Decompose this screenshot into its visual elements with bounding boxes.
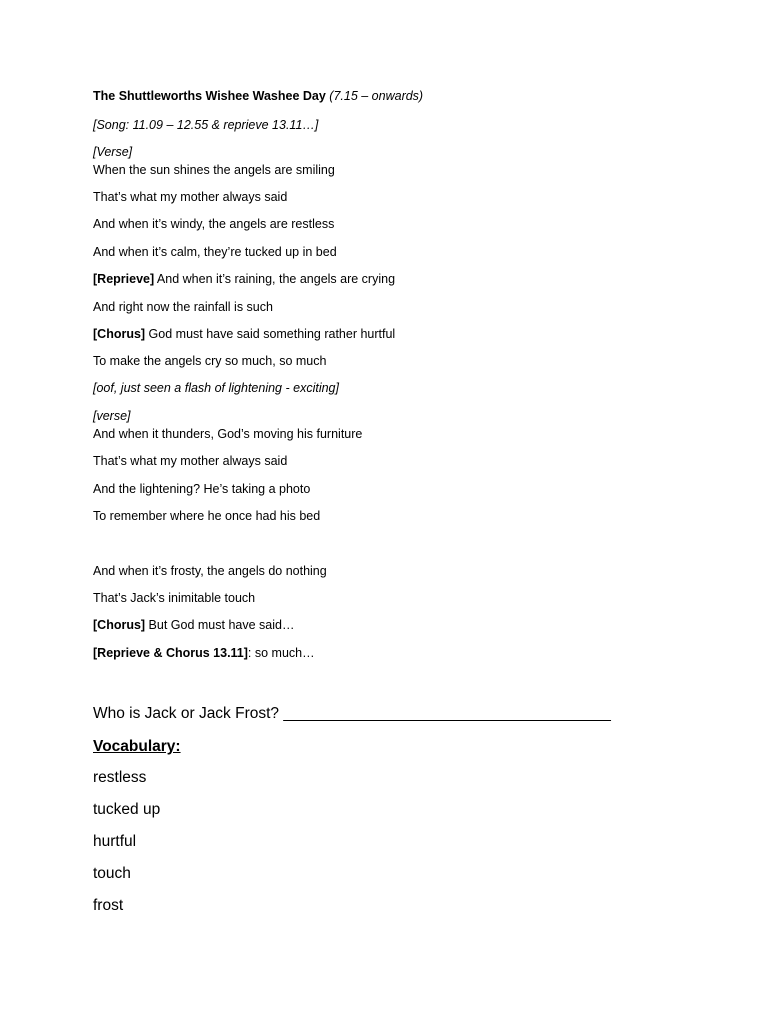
lyric-text: : so much… — [247, 646, 315, 660]
verse1-tag: [Verse] — [93, 145, 133, 159]
lyric-line: And the lightening? He’s taking a photo — [93, 482, 311, 496]
lyric-text: God must have said something rather hurtful — [145, 327, 396, 341]
vocab-word: touch — [93, 865, 131, 882]
vocabulary-heading-text: Vocabulary: — [93, 738, 181, 755]
reprieve2-tag: [Reprieve & Chorus 13.11] — [93, 646, 248, 660]
lyric-line: That’s what my mother always said — [93, 454, 288, 468]
aside-note: [oof, just seen a flash of lightening - exciting] — [93, 381, 339, 395]
title-text: The Shuttleworths Wishee Washee Day — [93, 89, 326, 103]
lyric-line: And when it’s calm, they’re tucked up in bed — [93, 245, 337, 259]
lyric-text: But God must have said… — [145, 618, 295, 632]
song-note: [Song: 11.09 – 12.55 & reprieve 13.11…] — [93, 118, 319, 132]
lyric-line: And right now the rainfall is such — [93, 300, 273, 314]
verse2-tag: [verse] — [93, 409, 131, 423]
lyric-line: That’s Jack’s inimitable touch — [93, 591, 256, 605]
reprieve2-line — [93, 645, 315, 661]
lyric-line: To remember where he once had his bed — [93, 509, 321, 523]
vocab-word: hurtful — [93, 833, 137, 850]
lyric-line: When the sun shines the angels are smiling — [93, 163, 335, 177]
reprieve1-tag: [Reprieve] — [93, 272, 155, 286]
lyric-text: And when it’s raining, the angels are crying — [154, 272, 396, 286]
chorus2-tag: [Chorus] — [93, 618, 146, 632]
lyric-line: And when it thunders, God’s moving his furniture — [93, 427, 363, 441]
question-line: Who is Jack or Jack Frost? ______________________________________ — [93, 705, 611, 722]
document-title — [93, 88, 423, 104]
lyric-line: And when it’s frosty, the angels do nothing — [93, 564, 327, 578]
vocab-word: restless — [93, 769, 147, 786]
vocabulary-heading — [93, 737, 181, 757]
vocab-word: tucked up — [93, 801, 161, 818]
chorus1-line — [93, 326, 395, 342]
lyric-line: That’s what my mother always said — [93, 190, 288, 204]
title-timing: (7.15 – onwards) — [329, 89, 424, 103]
lyric-line: To make the angels cry so much, so much — [93, 354, 327, 368]
vocab-word: frost — [93, 897, 124, 914]
reprieve1-line — [93, 271, 395, 287]
lyric-line: And when it’s windy, the angels are restless — [93, 217, 335, 231]
chorus1-tag: [Chorus] — [93, 327, 146, 341]
chorus2-line — [93, 617, 294, 633]
